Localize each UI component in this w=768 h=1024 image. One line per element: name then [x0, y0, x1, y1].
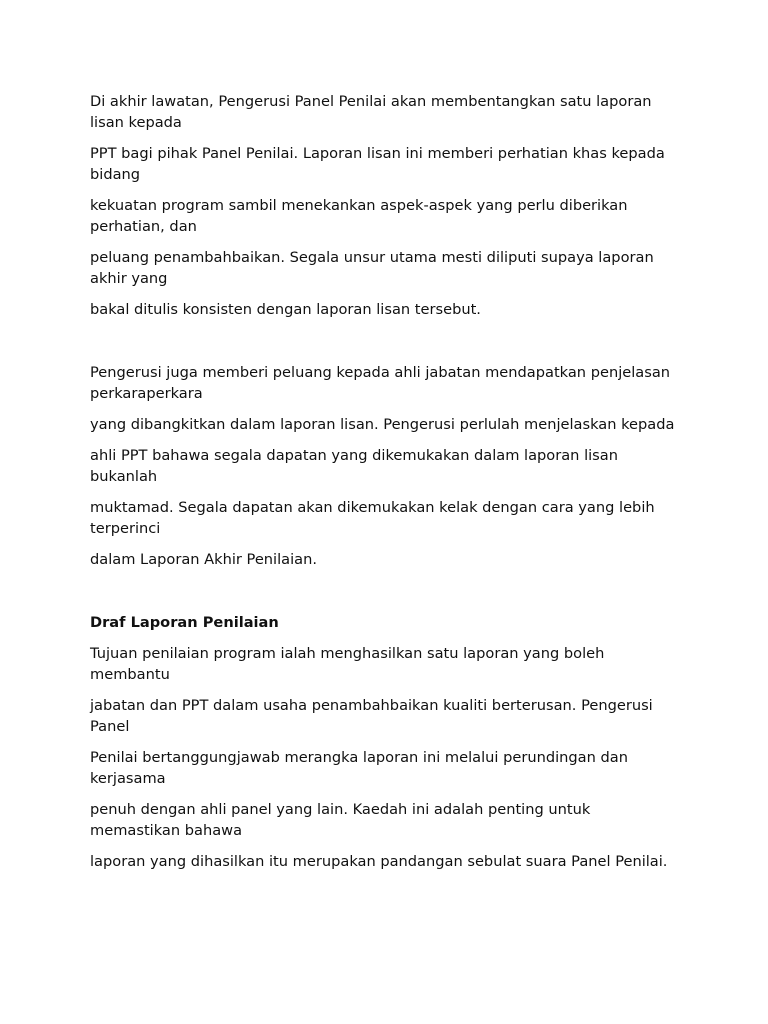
paragraph: Di akhir lawatan, Pengerusi Panel Penilai akan membentangkan satu laporan lisan kepada [90, 93, 652, 131]
section-heading: Draf Laporan Penilaian [90, 614, 279, 631]
paragraph: Pengerusi juga memberi peluang kepada ahli jabatan mendapatkan penjelasan perkaraperkara [90, 364, 671, 402]
paragraph: dalam Laporan Akhir Penilaian. [90, 551, 317, 568]
document-body [90, 91, 682, 882]
paragraph: PPT bagi pihak Panel Penilai. Laporan lisan ini memberi perhatian khas kepada bidang [90, 145, 665, 183]
paragraph: peluang penambahbaikan. Segala unsur utama mesti diliputi supaya laporan akhir yang [90, 249, 654, 287]
paragraph: yang dibangkitkan dalam laporan lisan. Pengerusi perlulah menjelaskan kepada [90, 416, 675, 433]
paragraph: jabatan dan PPT dalam usaha penambahbaikan kualiti berterusan. Pengerusi Panel [90, 697, 653, 735]
paragraph: bakal ditulis konsisten dengan laporan lisan tersebut. [90, 301, 481, 318]
paragraph: laporan yang dihasilkan itu merupakan pandangan sebulat suara Panel Penilai. [90, 853, 668, 870]
paragraph: kekuatan program sambil menekankan aspek-aspek yang perlu diberikan perhatian, dan [90, 197, 628, 235]
paragraph: penuh dengan ahli panel yang lain. Kaedah ini adalah penting untuk memastikan bahawa [90, 801, 591, 839]
paragraph: Penilai bertanggungjawab merangka laporan ini melalui perundingan dan kerjasama [90, 749, 628, 787]
section-spacer [90, 330, 682, 362]
paragraph: muktamad. Segala dapatan akan dikemukakan kelak dengan cara yang lebih terperinci [90, 499, 655, 537]
paragraph: Tujuan penilaian program ialah menghasilkan satu laporan yang boleh membantu [90, 645, 605, 683]
paragraph: ahli PPT bahawa segala dapatan yang dikemukakan dalam laporan lisan bukanlah [90, 447, 618, 485]
section-clarification [90, 362, 682, 570]
section-oral-report [90, 91, 682, 320]
section-spacer [90, 580, 682, 612]
section-draft-report [90, 612, 682, 872]
